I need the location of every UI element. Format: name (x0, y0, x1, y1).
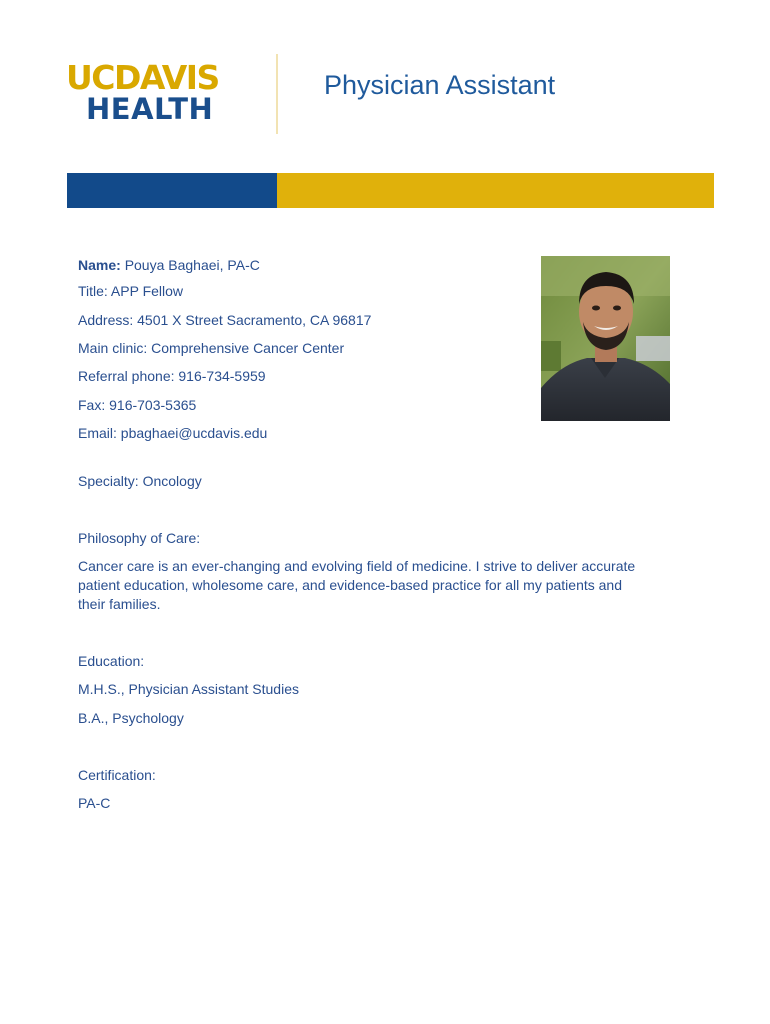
brand-band-blue (67, 173, 277, 208)
name-value: Pouya Baghaei, PA-C (124, 257, 260, 273)
name-field (78, 256, 260, 274)
brand-band-gold (277, 173, 714, 208)
header-divider (276, 54, 278, 134)
ucdavis-health-logo (66, 58, 219, 126)
profile-photo (541, 256, 670, 421)
education-heading: Education: (78, 653, 145, 669)
title-field: Title: APP Fellow (78, 283, 184, 299)
name-label: Name: (78, 257, 121, 273)
certification-heading: Certification: (78, 767, 156, 783)
logo-ucdavis-text: UCDAVIS (66, 58, 219, 97)
certification-value: PA-C (78, 795, 111, 811)
education-item: B.A., Psychology (78, 710, 184, 726)
logo-health-text: HEALTH (86, 92, 214, 126)
main-clinic-field: Main clinic: Comprehensive Cancer Center (78, 340, 345, 356)
address-field: Address: 4501 X Street Sacramento, CA 96817 (78, 312, 372, 328)
specialty-field: Specialty: Oncology (78, 473, 202, 489)
email-field: Email: pbaghaei@ucdavis.edu (78, 425, 268, 441)
education-item: M.H.S., Physician Assistant Studies (78, 681, 299, 697)
profile-photo-image (541, 256, 670, 421)
fax-field: Fax: 916-703-5365 (78, 397, 197, 413)
referral-phone-field: Referral phone: 916-734-5959 (78, 368, 266, 384)
philosophy-text: Cancer care is an ever-changing and evolving field of medicine. I strive to deliver accurate patient education, wholesome care, and evidence-based practice for all my patients and their families. (78, 558, 636, 612)
page-title: Physician Assistant (324, 70, 556, 100)
philosophy-heading: Philosophy of Care: (78, 530, 201, 546)
